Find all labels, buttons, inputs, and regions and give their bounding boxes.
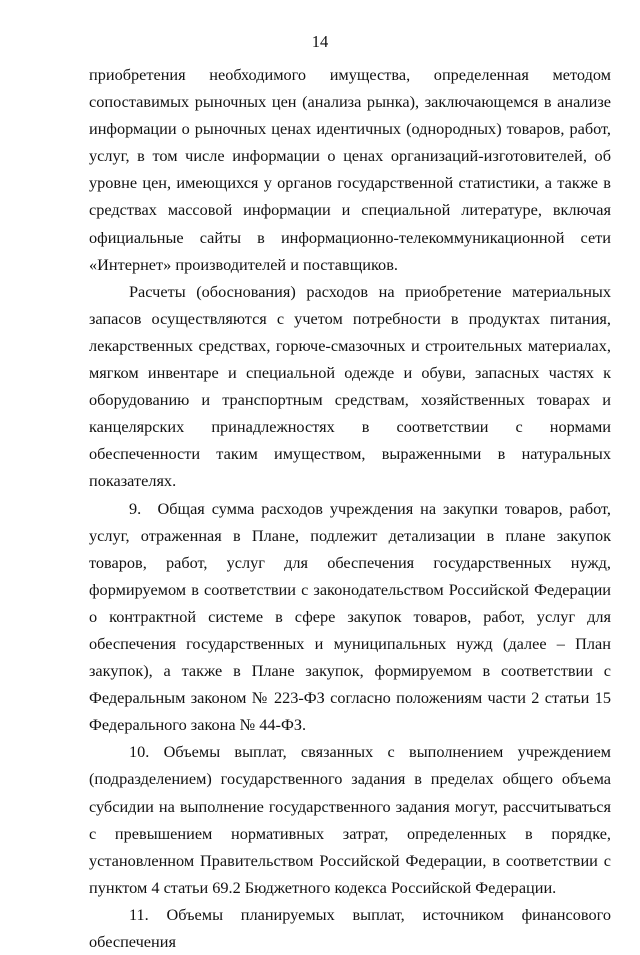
paragraph-continuation: приобретения необходимого имущества, определенная методом сопоставимых рыночных цен (анализа рынка), заключающемся в анализе информации о рыночных ценах идентичных (однородных) товаров, работ, услуг, в том числе информации о ценах организаций-изготовителей, об уровне цен, имеющихся у органов государственной статистики, а также в средствах массовой информации и специальной литературе, включая официальные сайты в информационно-телекоммуникационной сети «Интернет» производителей и поставщиков.: [89, 65, 611, 274]
paragraph-item-9: 9. Общая сумма расходов учреждения на закупки товаров, работ, услуг, отраженная в Плане, подлежит детализации в плане закупок товаров, работ, услуг для обеспечения государственных нужд, формируемом в соответствии с законодательством Российской Федерации о контрактной системе в сфере закупок товаров, работ, услуг для обеспечения государственных и муниципальных нужд (далее – План закупок), а также в Плане закупок, формируемом в соответствии с Федеральным законом № 223-ФЗ согласно положениям части 2 статьи 15 Федерального закона № 44-ФЗ.: [89, 498, 611, 735]
paragraph-material-reserves: Расчеты (обоснования) расходов на приобретение материальных запасов осуществляются с учетом потребности в продуктах питания, лекарственных средствах, горюче-смазочных и строительных материалах, мягком инвентаре и специальной одежде и обуви, запасных частях к оборудованию и транспортным средствам, хозяйственных товарах и канцелярских принадлежностях в соответствии с нормами обеспеченности таким имуществом, выраженными в натуральных показателях.: [89, 281, 611, 491]
document-body: [89, 61, 611, 955]
page-number: 14: [311, 32, 329, 51]
paragraph-item-10: 10. Объемы выплат, связанных с выполнением учреждением (подразделением) государственного задания в пределах общего объема субсидии на выполнение государственного задания могут, рассчитываться с превышением нормативных затрат, определенных в порядке, установленном Правительством Российской Федерации, в соответствии с пунктом 4 статьи 69.2 Бюджетного кодекса Российской Федерации.: [89, 742, 611, 897]
paragraph-item-11: 11. Объемы планируемых выплат, источником финансового обеспечения: [89, 904, 611, 951]
